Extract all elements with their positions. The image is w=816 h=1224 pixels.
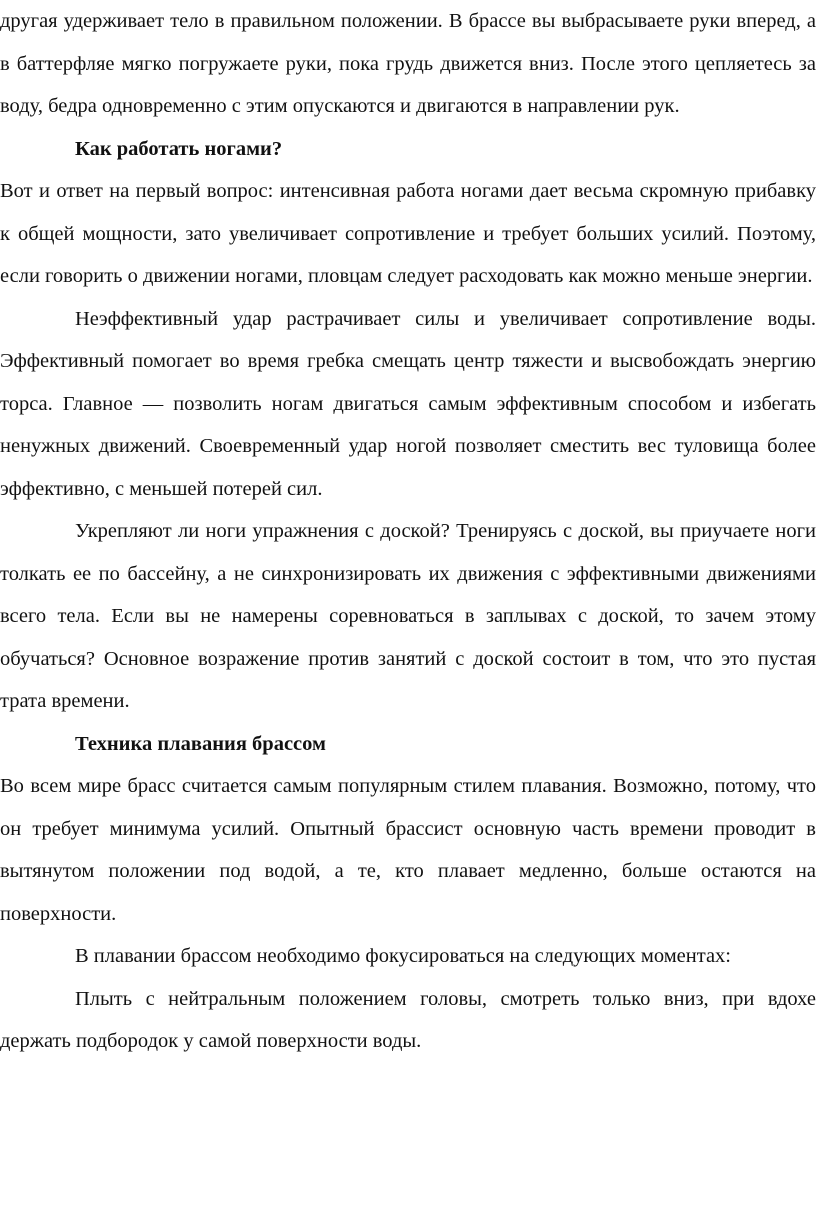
paragraph-kick-efficiency: Неэффективный удар растрачивает силы и увеличивает сопротивление воды. Эффективный помогает во время гребка смещать центр тяжести и высвобождать энергию торса. Главное — позволить ногам двигаться самым эффективным способом и избегать ненужных движений. Своевременный удар ногой позволяет сместить вес туловища более эффективно, с меньшей потерей сил. xyxy=(0,307,816,500)
paragraph-breaststroke-intro: Во всем мире брасс считается самым популярным стилем плавания. Возможно, потому, что он требует минимума усилий. Опытный брассист основную часть времени проводит в вытянутом положении под водой, а те, кто плавает медленно, больше остаются на поверхности. xyxy=(0,775,816,925)
section-heading-legs: Как работать ногами? xyxy=(75,137,283,160)
paragraph-kickboard: Укрепляют ли ноги упражнения с доской? Тренируясь с доской, вы приучаете ноги толкать ее по бассейну, а не синхронизировать их движения с эффективными движениями всего тела. Если вы не намерены соревноваться в заплывах с доской, то зачем этому обучаться? Основное возражение против занятий с доской состоит в том, что это пустая трата времени. xyxy=(0,520,816,712)
paragraph-focus-points: В плавании брассом необходимо фокусироваться на следующих моментах: xyxy=(75,945,731,967)
paragraph-continuation: другая удерживает тело в правильном положении. В брассе вы выбрасываете руки вперед, а в баттерфляе мягко погружаете руки, пока грудь движется вниз. После этого цепляетесь за воду, бедра одновременно с этим опускаются и двигаются в направлении рук. xyxy=(0,10,816,117)
paragraph-head-position: Плыть с нейтральным положением головы, смотреть только вниз, при вдохе держать подбородок у самой поверхности воды. xyxy=(0,987,816,1052)
section-heading-breaststroke: Техника плавания брассом xyxy=(75,732,326,755)
paragraph-legs-intro: Вот и ответ на первый вопрос: интенсивная работа ногами дает весьма скромную прибавку к общей мощности, зато увеличивает сопротивление и требует больших усилий. Поэтому, если говорить о движении ногами, пловцам следует расходовать как можно меньше энергии. xyxy=(0,180,816,287)
